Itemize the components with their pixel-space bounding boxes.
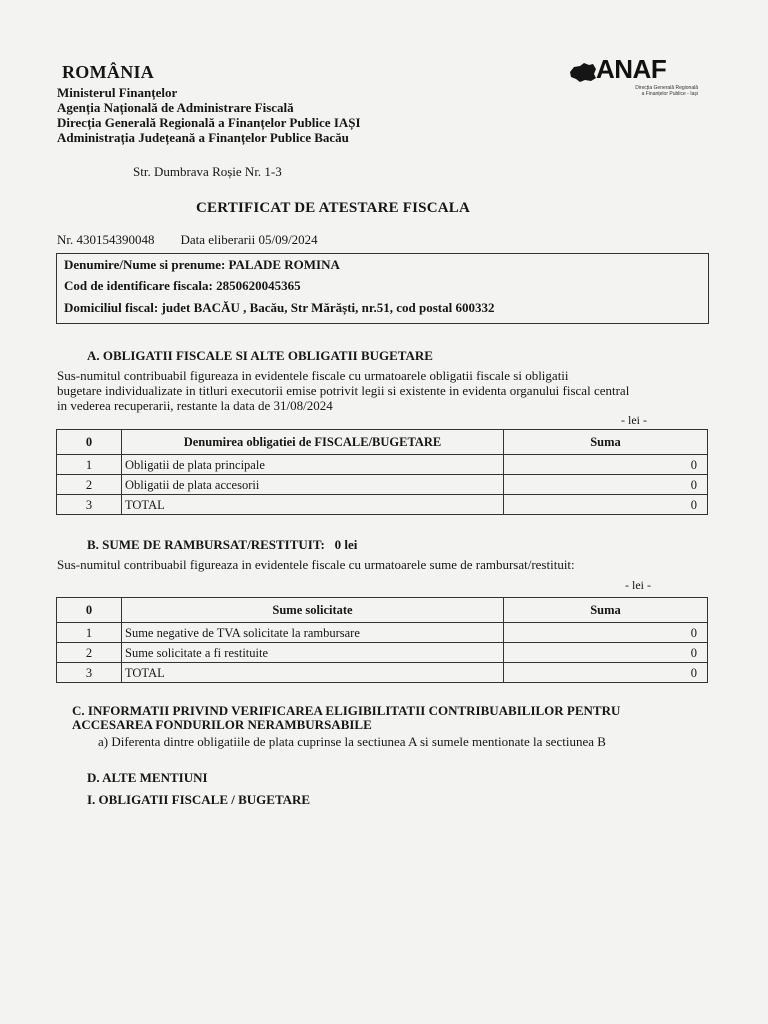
section-b-currency-unit: - lei - [625, 578, 651, 592]
regional-directorate-name: Direcția Generală Regională a Finanțelor Publice IAȘI [57, 115, 361, 130]
header-number: 0 [57, 430, 122, 455]
header-number: 0 [57, 598, 122, 623]
section-b-amount: 0 lei [334, 537, 358, 552]
section-b-paragraph: Sus-numitul contribuabil figureaza in evidentele fiscale cu urmatoarele sume de rambursat/restituit: [57, 557, 575, 572]
section-c-item-a: a) Diferenta dintre obligatiile de plata cuprinse la sectiunea A si sumele mentionate la sectiunea B [98, 734, 606, 749]
section-c-title: C. INFORMATII PRIVIND VERIFICAREA ELIGIBILITATII CONTRIBUABILILOR PENTRU ACCESAREA FONDURILOR NERAMBURSABILE [72, 703, 621, 732]
table-header-row [57, 598, 708, 623]
romania-map-icon [568, 62, 598, 84]
row-label: TOTAL [122, 495, 504, 515]
row-number: 2 [57, 643, 122, 663]
taxpayer-name: Denumire/Nume si prenume: PALADE ROMINA [64, 257, 340, 272]
row-value: 0 [504, 475, 708, 495]
taxpayer-identification-box [56, 253, 709, 324]
row-label: Sume solicitate a fi restituite [122, 643, 504, 663]
taxpayer-cif: Cod de identificare fiscala: 2850620045365 [64, 278, 301, 293]
header-requested-amounts: Sume solicitate [122, 598, 504, 623]
county-administration-name: Administrația Județeană a Finanțelor Publice Bacău [57, 130, 349, 145]
section-d-subtitle: I. OBLIGATII FISCALE / BUGETARE [87, 792, 311, 807]
table-row [57, 663, 708, 683]
section-b-title: B. SUME DE RAMBURSAT/RESTITUIT: 0 lei [87, 537, 358, 552]
section-a-currency-unit: - lei - [621, 413, 647, 427]
table-row [57, 455, 708, 475]
document-title: CERTIFICAT DE ATESTARE FISCALA [196, 200, 471, 216]
header-obligation-name: Denumirea obligatiei de FISCALE/BUGETARE [122, 430, 504, 455]
certificate-number-line [57, 232, 318, 248]
row-number: 3 [57, 663, 122, 683]
section-a-title: A. OBLIGATII FISCALE SI ALTE OBLIGATII BUGETARE [87, 348, 433, 363]
ministry-name: Ministerul Finanțelor [57, 85, 178, 100]
issue-date: Data eliberarii 05/09/2024 [180, 232, 318, 247]
row-number: 1 [57, 623, 122, 643]
table-row [57, 495, 708, 515]
table-row [57, 475, 708, 495]
refunds-table [56, 597, 708, 683]
row-number: 2 [57, 475, 122, 495]
row-value: 0 [504, 663, 708, 683]
obligations-table [56, 429, 708, 515]
row-value: 0 [504, 455, 708, 475]
office-address: Str. Dumbrava Roșie Nr. 1-3 [133, 164, 282, 179]
row-label: Sume negative de TVA solicitate la rambursare [122, 623, 504, 643]
row-number: 3 [57, 495, 122, 515]
section-a-paragraph: Sus-numitul contribuabil figureaza in evidentele fiscale cu urmatoarele obligatii fiscale si obligatii bugetare individualizate in titluri executorii emise potrivit legii si existente in evidenta organului fiscal central in vederea recuperarii, restante la data de 31/08/2024 [57, 368, 630, 413]
header-amount: Suma [504, 430, 708, 455]
row-value: 0 [504, 495, 708, 515]
row-number: 1 [57, 455, 122, 475]
section-d-title: D. ALTE MENTIUNI [87, 770, 208, 785]
agency-name: Agenția Națională de Administrare Fiscală [57, 100, 294, 115]
row-value: 0 [504, 643, 708, 663]
row-label: TOTAL [122, 663, 504, 683]
certificate-number: Nr. 430154390048 [57, 232, 155, 247]
country-heading: ROMÂNIA [62, 62, 155, 82]
anaf-logo [568, 54, 708, 102]
logo-text: ANAF [596, 54, 667, 84]
logo-subtitle: Direcția Generală Regională a Finanțelor Publice - Iași [635, 85, 698, 97]
table-row [57, 643, 708, 663]
row-label: Obligatii de plata accesorii [122, 475, 504, 495]
table-row [57, 623, 708, 643]
table-header-row [57, 430, 708, 455]
taxpayer-domicile: Domiciliul fiscal: judet BACĂU , Bacău, Str Mărăști, nr.51, cod postal 600332 [64, 300, 495, 315]
row-label: Obligatii de plata principale [122, 455, 504, 475]
row-value: 0 [504, 623, 708, 643]
header-amount: Suma [504, 598, 708, 623]
